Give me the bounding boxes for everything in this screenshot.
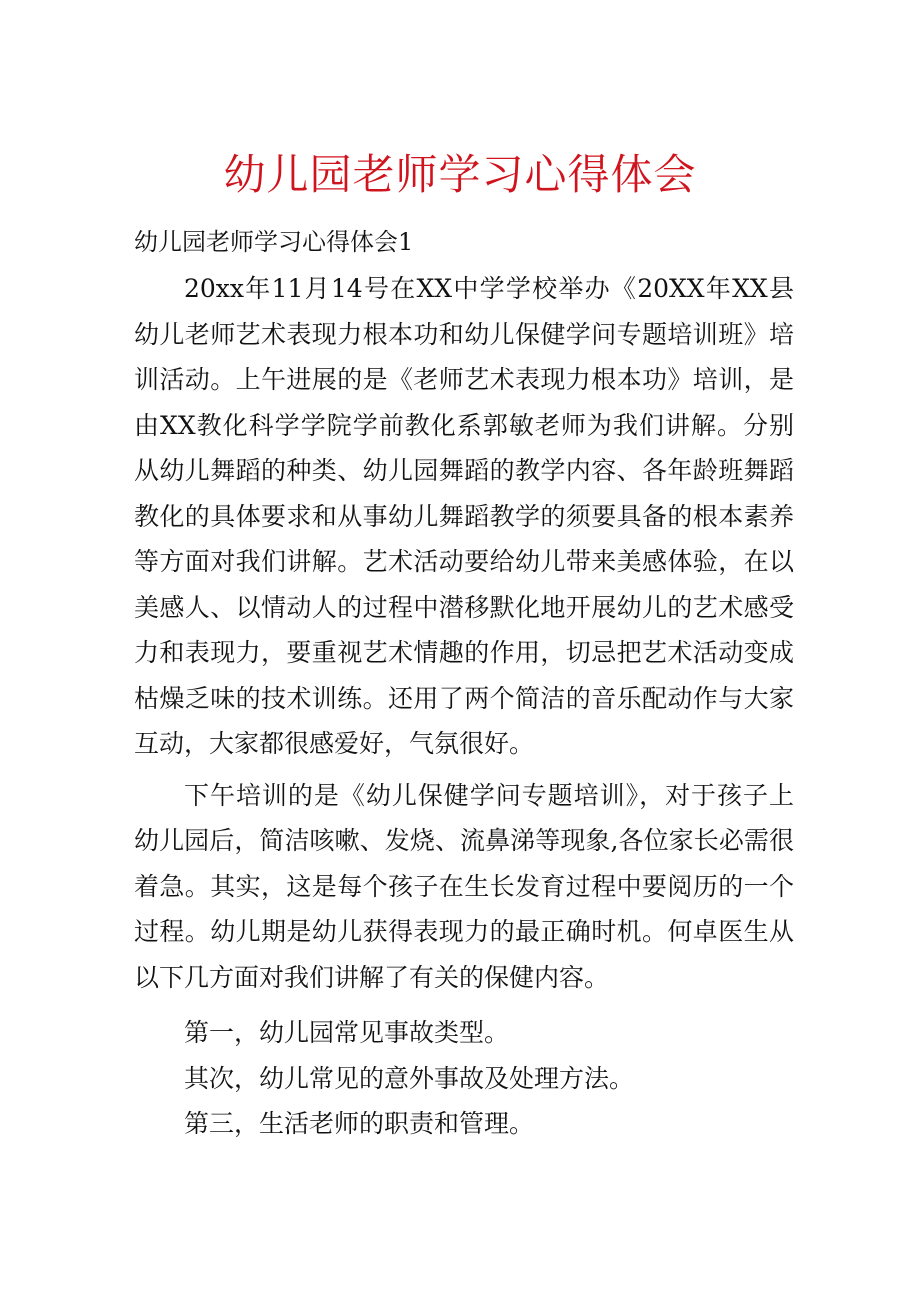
list-item-first: 第一，幼儿园常见事故类型。 bbox=[184, 1018, 510, 1047]
page-title: 幼儿园老师学习心得体会 bbox=[223, 150, 697, 199]
paragraph-afternoon-training: 下午培训的是《幼儿保健学问专题培训》，对于孩子上幼儿园后，简洁咳嗽、发烧、流鼻涕等现象,各位家长必需很着急。其实，这是每个孩子在生长发育过程中要阅历的一个过程。幼儿期是幼儿获得表现力的最正确时机。何卓医生从以下几方面对我们讲解了有关的保健内容。 bbox=[134, 780, 794, 992]
section-heading: 幼儿园老师学习心得体会1 bbox=[134, 228, 414, 256]
document-body bbox=[134, 266, 794, 1147]
paragraph-morning-training: 20xx年11月14号在XX中学学校举办《20XX年XX县幼儿老师艺术表现力根本功和幼儿保健学问专题培训班》培训活动。上午进展的是《老师艺术表现力根本功》培训，是由XX教化科学学院学前教化系郭敏老师为我们讲解。分别从幼儿舞蹈的种类、幼儿园舞蹈的教学内容、各年龄班舞蹈教化的具体要求和从事幼儿舞蹈教学的须要具备的根本素养等方面对我们讲解。艺术活动要给幼儿带来美感体验，在以美感人、以情动人的过程中潜移默化地开展幼儿的艺术感受力和表现力，要重视艺术情趣的作用，切忌把艺术活动变成枯燥乏味的技术训练。还用了两个简洁的音乐配动作与大家互动，大家都很感爱好，气氛很好。 bbox=[134, 274, 794, 758]
list-item-second: 其次，幼儿常见的意外事故及处理方法。 bbox=[184, 1063, 635, 1093]
list-item-third: 第三，生活老师的职责和管理。 bbox=[184, 1109, 535, 1138]
